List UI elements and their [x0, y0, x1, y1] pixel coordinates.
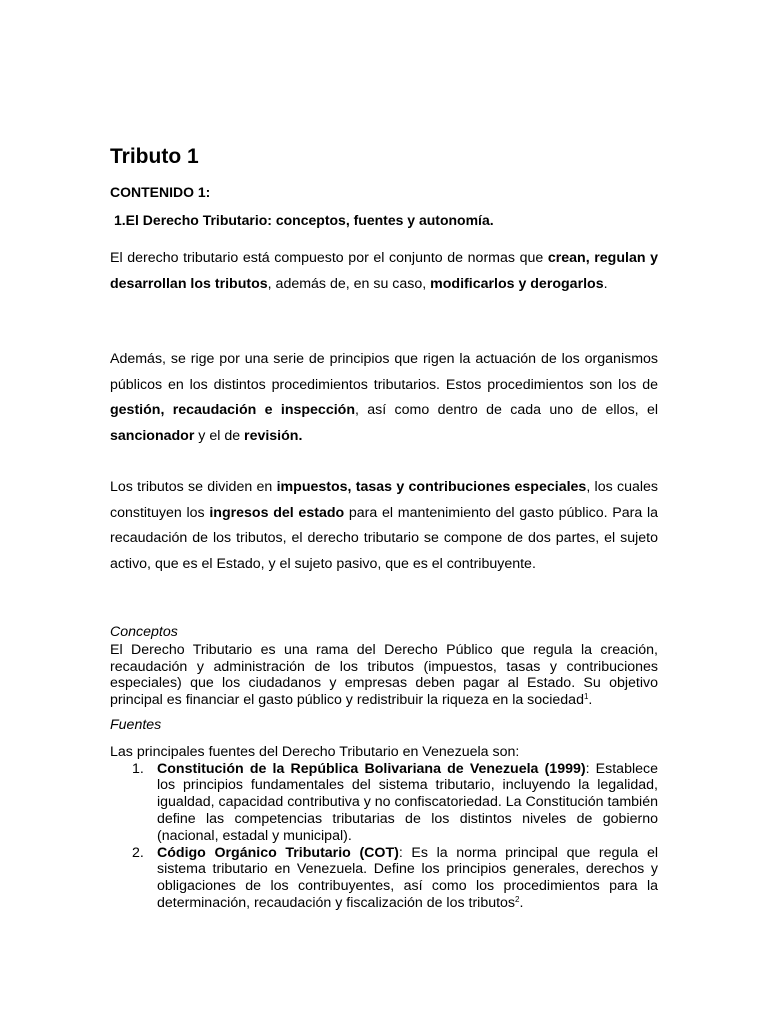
bold-text: impuestos, tasas y contribuciones especiales [276, 479, 587, 495]
bold-text: crean, regulan y desarrollan los tributos [110, 250, 658, 292]
paragraph-principles [110, 347, 658, 449]
text-run: . [519, 894, 524, 911]
list-item [110, 761, 658, 845]
conceptos-heading: Conceptos [110, 624, 178, 640]
text-run: . [588, 692, 593, 709]
list-number: 2. [132, 844, 144, 861]
document-title: Tributo 1 [110, 145, 199, 168]
text-run: El derecho tributario está compuesto por el conjunto de normas que [110, 250, 548, 266]
section-conceptos [110, 624, 658, 709]
text-run: , así como dentro de cada uno de ellos, el [355, 402, 658, 419]
text-run: , además de, en su caso, [267, 275, 431, 292]
section-fuentes [110, 717, 658, 912]
text-run: El Derecho Tributario es una rama del Derecho Público que regula la creación, recaudación y administración de los tributos (impuestos, tasas y contribuciones especiales) que los ciudadanos y empresas deben pagar al Estado. Su objetivo principal es financiar el gasto público y redistribuir la riqueza en la sociedad [110, 641, 658, 709]
bold-text: Código Orgánico Tributario (COT) [157, 844, 399, 861]
list-item [110, 845, 658, 912]
bold-text: ingresos del estado [209, 504, 345, 521]
paragraph-definition [110, 246, 658, 297]
fuentes-list [110, 761, 658, 912]
bold-text: gestión, recaudación e inspección [110, 402, 355, 419]
content-heading: CONTENIDO 1: [110, 184, 211, 200]
text-run: , los cuales constituyen los [110, 479, 658, 521]
footnote-ref: 1 [583, 692, 589, 702]
bold-text: revisión. [244, 427, 303, 444]
list-number: 1. [132, 760, 144, 777]
conceptos-text [110, 642, 658, 709]
text-run: Además, se rige por una serie de principios que rigen la actuación de los organismos públicos en los distintos procedimientos tributarios. Estos procedimientos son los de [110, 351, 658, 393]
text-run: : Establece los principios fundamentales del sistema tributario, incluyendo la legalidad, igualdad, capacidad contributiva y no confiscatoriedad. La Constitución también define las competencias tributarias de los distintos niveles de gobierno (nacional, estadal y municipal). [157, 760, 658, 844]
fuentes-intro: Las principales fuentes del Derecho Tributario en Venezuela son: [110, 743, 520, 760]
bold-text: modificarlos y derogarlos [430, 275, 604, 292]
section-subtitle: 1.El Derecho Tributario: conceptos, fuentes y autonomía. [114, 212, 494, 228]
text-run: . [603, 275, 608, 292]
text-run: : Es la norma principal que regula el sistema tributario en Venezuela. Define los principios generales, derechos y obligaciones de los contribuyentes, así como los procedimientos para la determinación, recaudación y fiscalización de los tributos [157, 844, 658, 911]
bold-text: sancionador [110, 427, 195, 444]
text-run: y el de [194, 427, 245, 444]
bold-text: Constitución de la República Bolivariana de Venezuela (1999) [157, 760, 586, 777]
text-run: Los tributos se dividen en [110, 479, 277, 495]
paragraph-tributos [110, 475, 658, 577]
footnote-ref: 2 [515, 894, 520, 904]
text-run: para el mantenimiento del gasto público. Para la recaudación de los tributos, el derecho tributario se compone de dos partes, el sujeto activo, que es el Estado, y el sujeto pasivo, que es el contribuyente. [110, 504, 658, 572]
fuentes-heading: Fuentes [110, 717, 162, 733]
